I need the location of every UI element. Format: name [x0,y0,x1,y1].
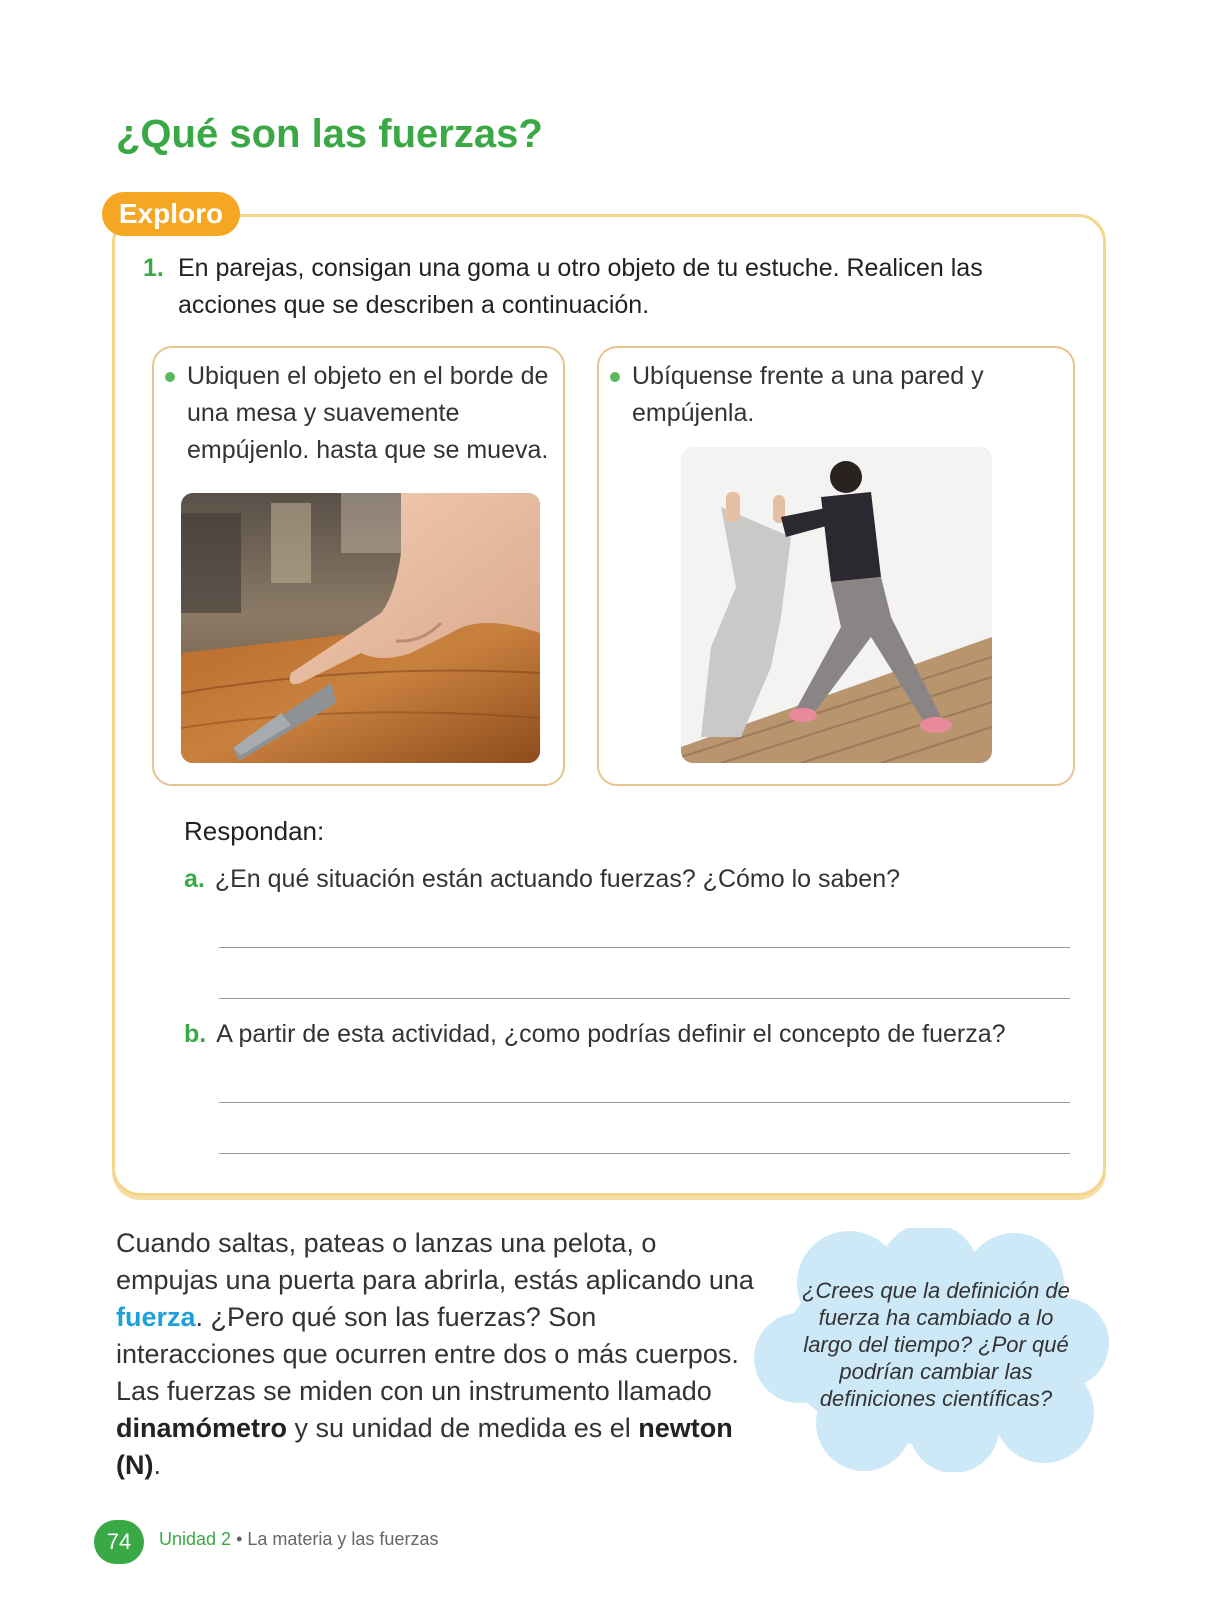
bullet-dot-icon [610,372,620,382]
answer-line-a2[interactable] [219,998,1070,999]
keyword-dinamometro: dinamómetro [116,1413,288,1443]
activity-instruction-text: En parejas, consigan una goma u otro objeto de tu estuche. Realicen las acciones que se describen a continuación. [178,254,983,319]
body-part-1: Cuando saltas, pateas o lanzas una pelota, o empujas una puerta para abrirla, estás aplicando una [116,1228,754,1295]
keyword-fuerza: fuerza [116,1302,196,1332]
question-b-label: b. [184,1020,207,1048]
photo-finger-pushing-eraser [181,493,540,763]
page-number-badge: 74 [94,1520,144,1564]
question-a-text: ¿En qué situación están actuando fuerzas? ¿Cómo lo saben? [214,865,901,893]
body-part-3: y su unidad de medida es el [287,1413,639,1443]
section-tag-exploro: Exploro [102,192,240,236]
body-part-2: . ¿Pero qué son las fuerzas? Son interacciones que ocurren entre dos o más cuerpos. Las fuerzas se miden con un instrumento llamado [116,1302,739,1406]
card-wall-text: Ubíquense frente a una pared y empújenla. [632,362,984,427]
cloud-question-text: ¿Crees que la definición de fuerza ha cambiado a lo largo del tiempo? ¿Por qué podrían cambiar las definiciones científicas? [802,1278,1070,1411]
activity-instruction [143,250,1063,324]
card-eraser-bullet [165,358,555,469]
answer-line-b2[interactable] [219,1153,1070,1154]
page-title: ¿Qué son las fuerzas? [116,112,543,156]
keyword-newton: newton (N) [116,1413,733,1480]
body-paragraph [116,1225,756,1484]
bullet-dot-icon [165,372,175,382]
card-wall-bullet [610,358,1010,432]
question-b [184,1020,1006,1049]
question-a [184,865,900,894]
answer-line-b1[interactable] [219,1102,1070,1103]
photo-woman-pushing-wall [681,447,992,763]
footer-unit-info [159,1529,438,1550]
body-part-4: . [153,1450,161,1480]
question-a-label: a. [184,865,205,893]
answer-line-a1[interactable] [219,947,1070,948]
respond-label: Respondan: [184,816,325,846]
activity-number: 1. [143,254,164,282]
question-b-text: A partir de esta actividad, ¿como podrías definir el concepto de fuerza? [216,1020,1006,1048]
card-eraser-text: Ubiquen el objeto en el borde de una mesa y suavemente empújenlo. hasta que se mueva. [187,362,549,464]
footer-unit: Unidad 2 [159,1529,232,1549]
footer-separator: • [231,1529,248,1549]
footer-topic: La materia y las fuerzas [247,1529,439,1549]
